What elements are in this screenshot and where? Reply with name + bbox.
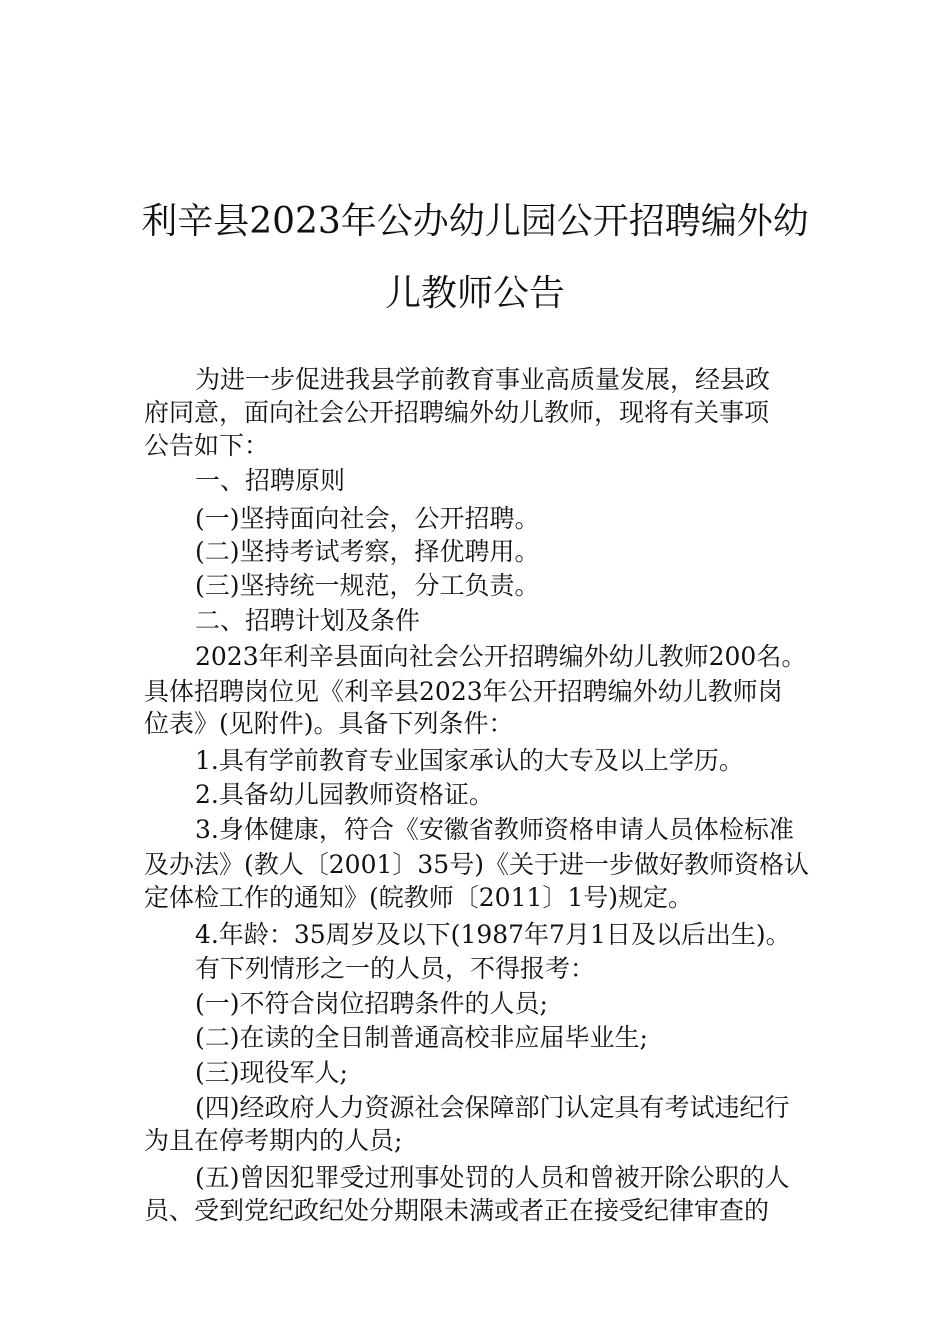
list-item: (三)现役军人; <box>195 1058 348 1087</box>
list-item: 2.具备幼儿园教师资格证。 <box>195 780 494 809</box>
paragraph-line: 府同意，面向社会公开招聘编外幼儿教师，现将有关事项 <box>144 398 770 427</box>
paragraph-line: 公告如下： <box>144 431 270 460</box>
paragraph-line: 为进一步促进我县学前教育事业高质量发展，经县政 <box>195 365 771 394</box>
list-item: (一)不符合岗位招聘条件的人员; <box>195 989 548 1018</box>
list-item: (四)经政府人力资源社会保障部门认定具有考试违纪行 <box>195 1093 790 1122</box>
list-item: (二)在读的全日制普通高校非应届毕业生; <box>195 1023 648 1052</box>
paragraph-line: 定体检工作的通知》(皖教师〔2011〕1号)规定。 <box>144 883 694 912</box>
section-heading: 二、招聘计划及条件 <box>195 606 421 635</box>
section-heading: 一、招聘原则 <box>195 466 346 495</box>
list-item: (二)坚持考试考察，择优聘用。 <box>195 537 540 566</box>
page-title-line-1: 利辛县2023年公办幼儿园公开招聘编外幼 <box>141 201 809 242</box>
list-item: 1.具有学前教育专业国家承认的大专及以上学历。 <box>195 746 744 775</box>
paragraph-line: 及办法》(教人〔2001〕35号)《关于进一步做好教师资格认 <box>144 850 809 879</box>
paragraph-line: 员、受到党纪政纪处分期限未满或者正在接受纪律审查的 <box>144 1196 770 1225</box>
list-item: 4.年龄：35周岁及以下(1987年7月1日及以后出生)。 <box>195 920 791 949</box>
page-title-line-2: 儿教师公告 <box>384 273 565 314</box>
paragraph-line: 为且在停考期内的人员; <box>144 1126 403 1155</box>
list-item: (一)坚持面向社会，公开招聘。 <box>195 504 540 533</box>
paragraph-line: 2023年利辛县面向社会公开招聘编外幼儿教师200名。 <box>195 642 807 671</box>
paragraph-line: 具体招聘岗位见《利辛县2023年公开招聘编外幼儿教师岗 <box>144 677 783 706</box>
paragraph-line: 有下列情形之一的人员，不得报考： <box>195 954 596 983</box>
list-item: (三)坚持统一规范，分工负责。 <box>195 571 540 600</box>
list-item: (五)曾因犯罪受过刑事处罚的人员和曾被开除公职的人 <box>195 1163 790 1192</box>
paragraph-line: 位表》(见附件)。具备下列条件： <box>144 709 514 738</box>
list-item: 3.身体健康，符合《安徽省教师资格申请人员体检标准 <box>195 815 794 844</box>
